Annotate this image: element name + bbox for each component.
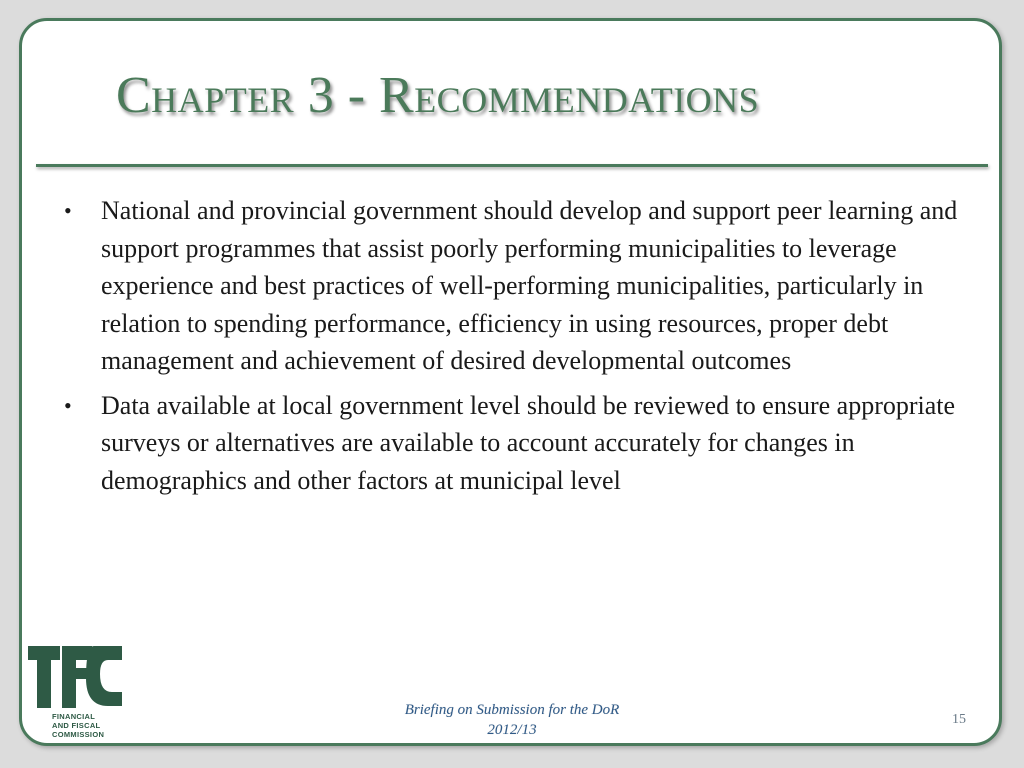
bullet-text: Data available at local government level should be reviewed to ensure appropriate surveys or alternatives are available to account accurately for changes in demographics and other factors at municipal level [101, 390, 956, 495]
logo-caption: FINANCIAL AND FISCAL COMMISSION [52, 712, 105, 739]
ffc-logo-icon [28, 644, 128, 710]
page-number: 15 [952, 712, 966, 727]
slide-title: Chapter 3 - Recommendations [116, 67, 760, 124]
bullet-icon: • [64, 392, 72, 418]
bullet-item [64, 192, 968, 380]
bullet-text: National and provincial government should develop and support peer learning and support programmes that assist poorly performing municipalities to leverage experience and best practices of well-performing municipalities, particularly in relation to spending performance, efficiency in using resources, proper debt management and achievement of desired developmental outcomes [101, 196, 958, 375]
title-divider [36, 164, 988, 167]
footer-text [362, 700, 662, 740]
bullet-list [64, 192, 968, 506]
bullet-icon: • [64, 198, 72, 223]
ffc-logo [28, 644, 128, 740]
footer-line-1: Briefing on Submission for the DoR [404, 702, 620, 718]
footer-line-2: 2012/13 [487, 722, 537, 738]
bullet-item [64, 387, 968, 500]
